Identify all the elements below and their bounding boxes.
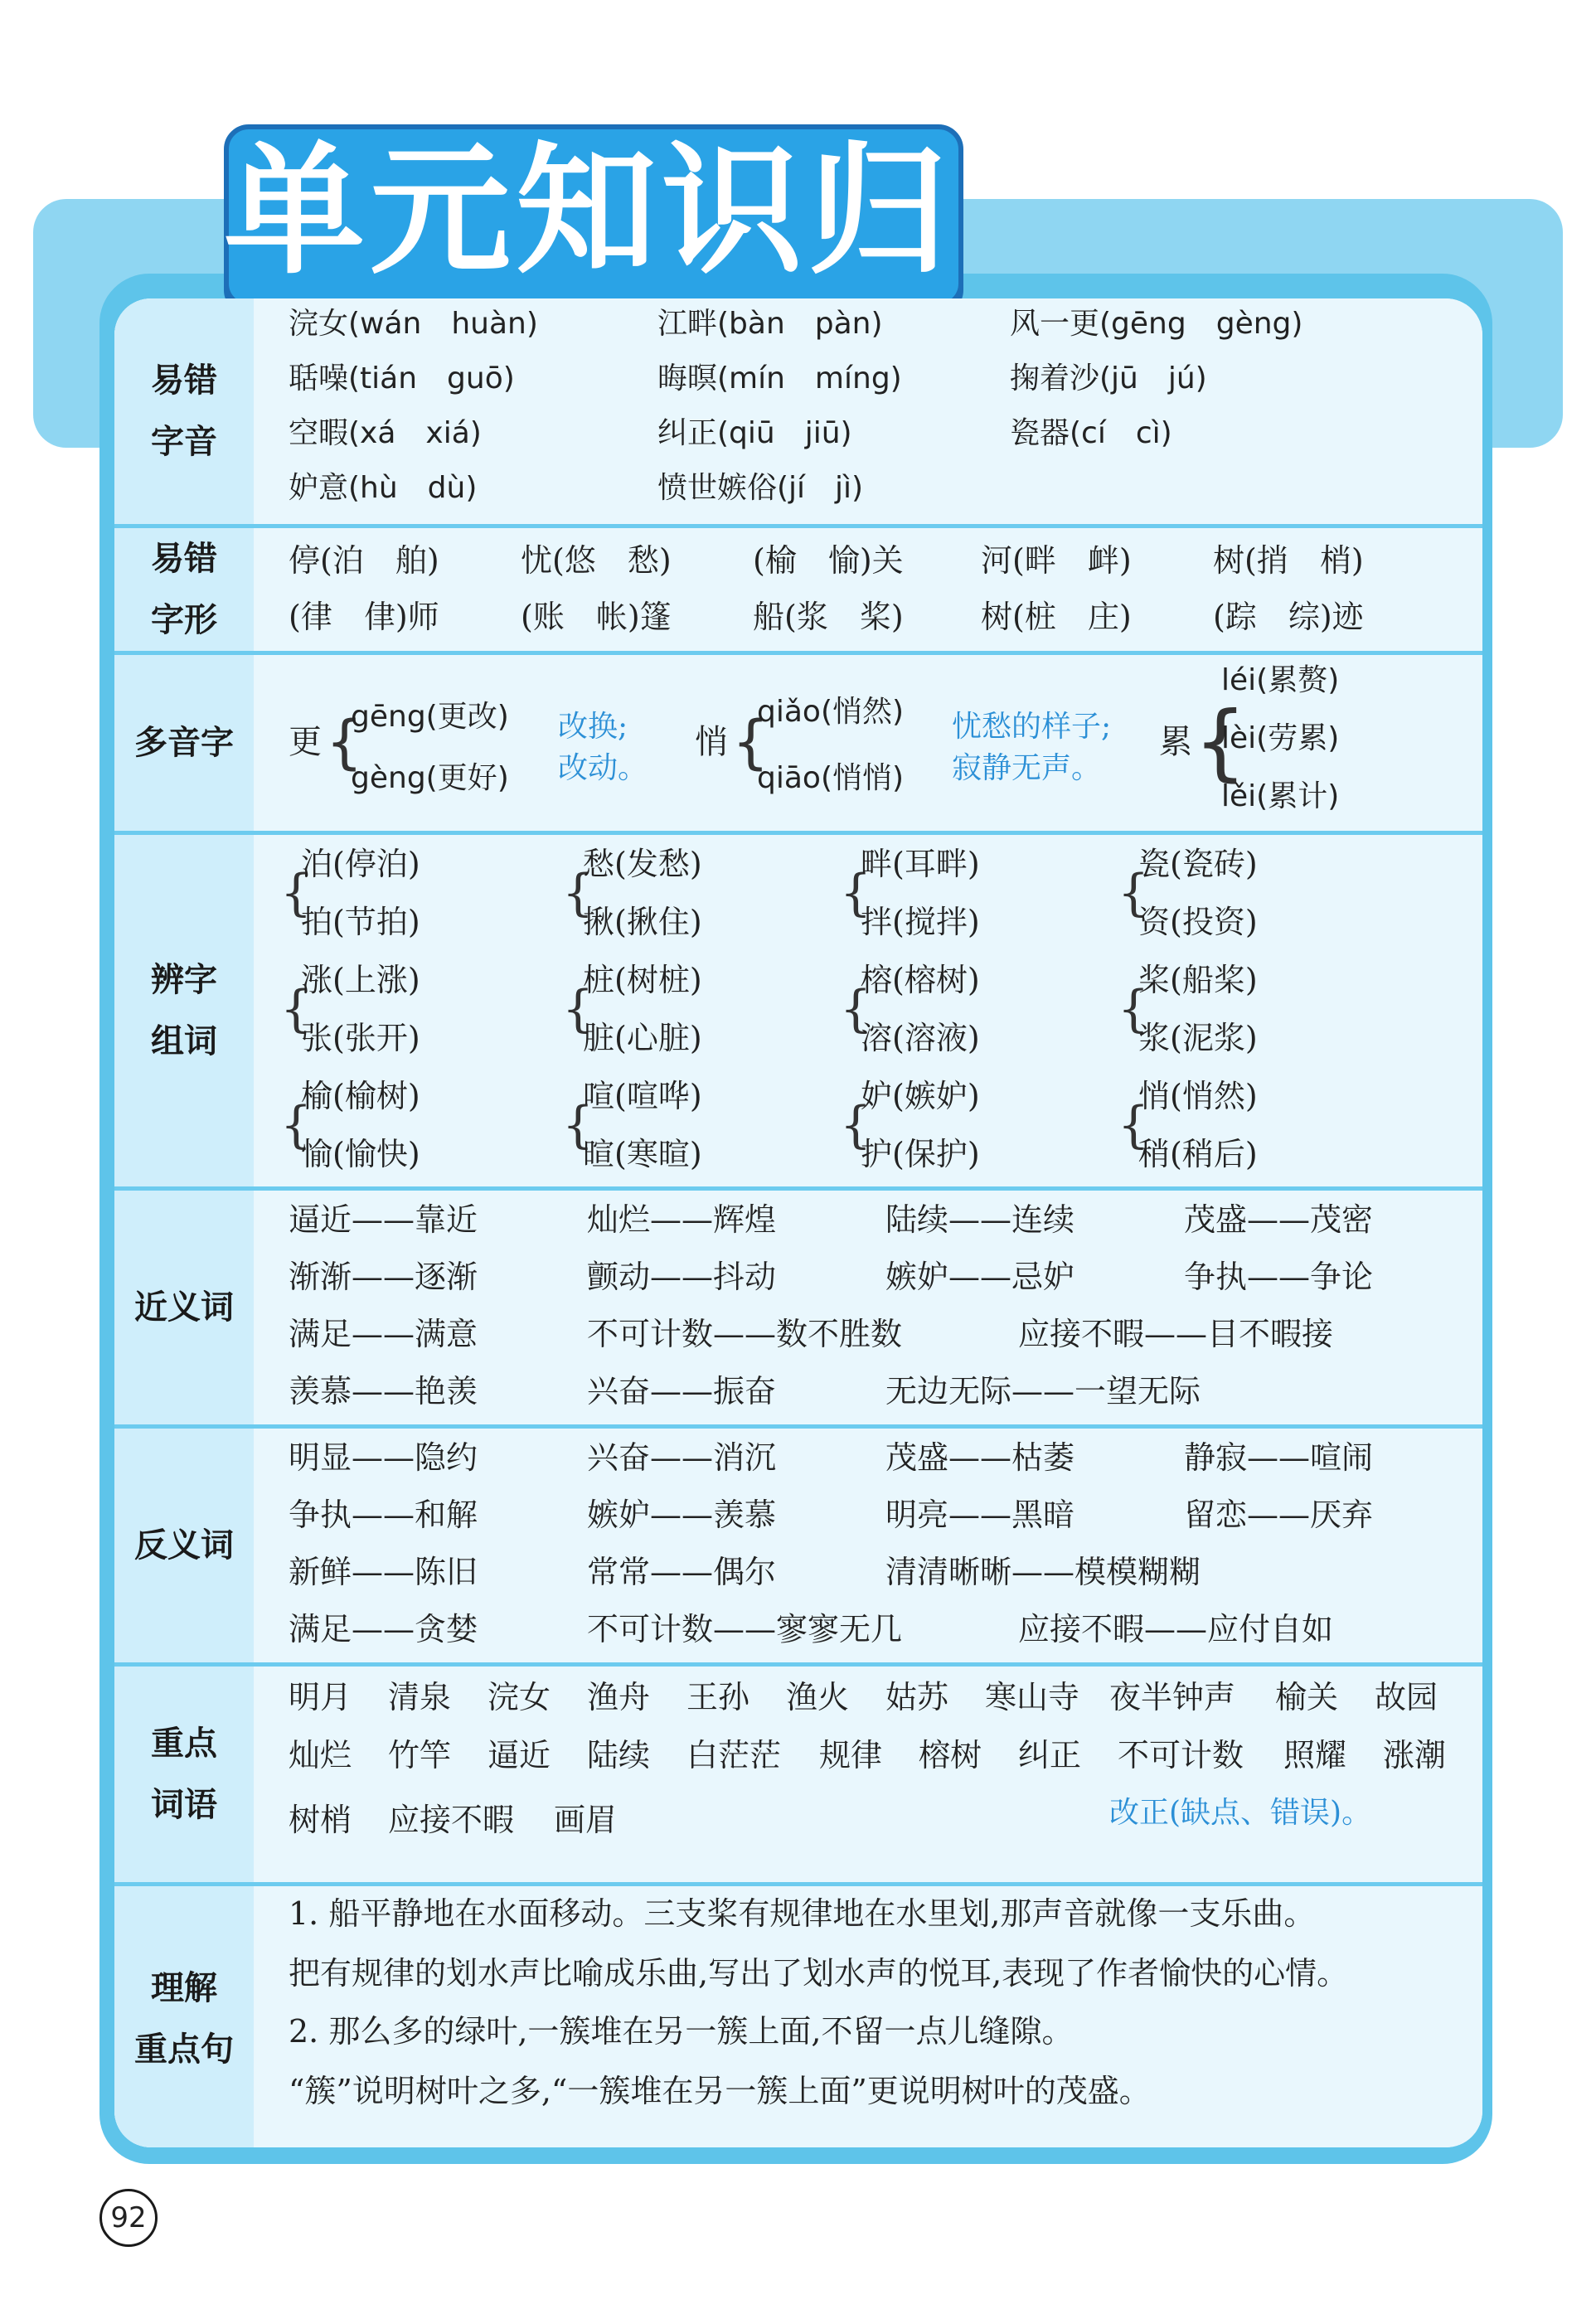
list-item: 应接不暇 <box>388 1802 515 1838</box>
list-item: 明显——隐约 <box>289 1439 478 1476</box>
list-item: 愁(发愁) <box>583 846 702 882</box>
list-item: 树(捎 梢) <box>1213 542 1364 579</box>
brace-icon: { <box>1118 980 1150 1038</box>
list-item: 寒山寺 <box>985 1679 1080 1715</box>
list-item: 静寂——喧闹 <box>1184 1439 1374 1476</box>
list-item: 榆(榆树) <box>301 1078 420 1114</box>
list-item: 榆关 <box>1275 1679 1339 1715</box>
list-item: 拍(节拍) <box>301 904 420 940</box>
list-item: 应接不暇——应付自如 <box>1018 1611 1334 1647</box>
list-item: 溶(溶液) <box>861 1020 980 1056</box>
list-item: 清泉 <box>388 1679 452 1715</box>
list-item: 留恋——厌弃 <box>1184 1497 1374 1533</box>
list-item: 瓷器(cí cì) <box>1010 416 1172 450</box>
list-item: 常常——偶尔 <box>587 1554 777 1590</box>
reading: léi(累赘) <box>1221 663 1340 697</box>
list-item: 风一更(gēng gèng) <box>1010 307 1303 341</box>
list-item: 满足——满意 <box>289 1316 478 1352</box>
list-item: 不可计数——数不胜数 <box>587 1316 903 1352</box>
list-item: 忧(悠 愁) <box>521 542 672 579</box>
list-item: 清清晰晰——模模糊糊 <box>885 1554 1201 1590</box>
list-item: 榕树 <box>919 1737 982 1773</box>
list-item: 树梢 <box>289 1802 352 1838</box>
reading: gèng(更好) <box>351 761 509 795</box>
brace-icon: { <box>840 864 872 922</box>
reading: lěi(累计) <box>1221 779 1340 813</box>
sentence-analysis: 把有规律的划水声比喻成乐曲,写出了划水声的悦耳,表现了作者愉快的心情。 <box>289 1955 1349 1992</box>
list-item: 兴奋——振奋 <box>587 1373 777 1409</box>
page-title: 单元知识归 <box>224 129 954 294</box>
list-item: 画眉 <box>554 1802 618 1838</box>
polyphone-char: 累 <box>1159 723 1192 761</box>
list-item: 资(投资) <box>1138 904 1258 940</box>
section-fan-yi <box>114 1429 1482 1667</box>
reading: qiāo(悄悄) <box>757 761 905 795</box>
list-item: 空暇(xá xiá) <box>289 416 482 450</box>
list-item: 喧(喧哗) <box>583 1078 702 1114</box>
content-panel <box>114 298 1482 2147</box>
list-item: 明亮——黑暗 <box>885 1497 1075 1533</box>
list-item: 瓷(瓷砖) <box>1138 846 1258 882</box>
brace-icon: { <box>840 980 872 1038</box>
list-item: 嫉妒——忌妒 <box>885 1259 1075 1295</box>
list-item: 泊(停泊) <box>301 846 420 882</box>
section-label: 反义词 <box>114 1429 254 1662</box>
list-item: 渔舟 <box>587 1679 651 1715</box>
list-item: 纠正 <box>1018 1737 1082 1773</box>
list-item: 故园 <box>1375 1679 1438 1715</box>
list-item: 颤动——抖动 <box>587 1259 777 1295</box>
list-item: 愤世嫉俗(jí jì) <box>657 471 864 505</box>
list-item: 羡慕——艳羡 <box>289 1373 478 1409</box>
brace-icon: { <box>1118 1096 1150 1154</box>
list-item: 陆续 <box>587 1737 651 1773</box>
brace-icon: { <box>562 1096 594 1154</box>
list-item: 稍(稍后) <box>1138 1136 1258 1172</box>
list-item: 暄(寒暄) <box>583 1136 702 1172</box>
page-number: 92 <box>99 2189 158 2247</box>
list-item: 榕(榕树) <box>861 962 980 998</box>
handwritten-note: 寂静无声。 <box>952 751 1102 785</box>
list-item: 新鲜——陈旧 <box>289 1554 478 1590</box>
section-label: 近义词 <box>114 1191 254 1424</box>
list-item: 不可计数——寥寥无几 <box>587 1611 903 1647</box>
section-label: 易错 字音 <box>114 298 254 524</box>
list-item: 聒噪(tián guō) <box>289 361 515 395</box>
section-zi-xing <box>114 528 1482 655</box>
list-item: 脏(心脏) <box>583 1020 702 1056</box>
list-item: 王孙 <box>686 1679 750 1715</box>
list-item: 浣女(wán huàn) <box>289 307 538 341</box>
handwritten-note: 忧愁的样子; <box>952 710 1112 744</box>
list-item: 规律 <box>819 1737 883 1773</box>
list-item: 姑苏 <box>885 1679 949 1715</box>
list-item: 浣女 <box>488 1679 551 1715</box>
brace-icon: { <box>1118 864 1150 922</box>
brace-icon: { <box>840 1096 872 1154</box>
list-item: 不可计数 <box>1118 1737 1244 1773</box>
sentence-analysis: “簇”说明树叶之多,“一簇堆在另一簇上面”更说明树叶的茂盛。 <box>289 2073 1151 2109</box>
section-jin-yi <box>114 1191 1482 1429</box>
list-item: 纠正(qiū jiū) <box>657 416 852 450</box>
list-item: 应接不暇——目不暇接 <box>1018 1316 1334 1352</box>
section-label: 易错 字形 <box>114 528 254 651</box>
reading: qiǎo(悄然) <box>757 695 905 729</box>
handwritten-note: 改正(缺点、错误)。 <box>1109 1796 1372 1830</box>
list-item: 嫉妒——羡慕 <box>587 1497 777 1533</box>
polyphone-char: 更 <box>289 723 322 761</box>
list-item: 妒意(hù dù) <box>289 471 478 505</box>
list-item: 渐渐——逐渐 <box>289 1259 478 1295</box>
brace-icon: { <box>280 980 313 1038</box>
list-item: 妒(嫉妒) <box>861 1078 980 1114</box>
list-item: (踪 综)迹 <box>1213 599 1364 635</box>
list-item: 争执——和解 <box>289 1497 478 1533</box>
section-label: 重点 词语 <box>114 1667 254 1882</box>
list-item: 愉(愉快) <box>301 1136 420 1172</box>
list-item: 江畔(bàn pàn) <box>657 307 883 341</box>
list-item: 白茫茫 <box>686 1737 782 1773</box>
list-item: 河(畔 衅) <box>981 542 1132 579</box>
list-item: 兴奋——消沉 <box>587 1439 777 1476</box>
brace-icon: { <box>732 708 769 776</box>
section-li-jie <box>114 1886 1482 2147</box>
section-label: 多音字 <box>114 655 254 831</box>
list-item: 茂盛——枯萎 <box>885 1439 1075 1476</box>
brace-icon: { <box>280 1096 313 1154</box>
list-item: 满足——贪婪 <box>289 1611 478 1647</box>
brace-icon: { <box>280 864 313 922</box>
list-item: (榆 愉)关 <box>753 542 904 579</box>
list-item: 桨(船桨) <box>1138 962 1258 998</box>
list-item: 树(桩 庄) <box>981 599 1132 635</box>
list-item: 晦暝(mín míng) <box>657 361 902 395</box>
list-item: 拌(搅拌) <box>861 904 980 940</box>
list-item: 逼近——靠近 <box>289 1201 478 1238</box>
list-item: 涨(上涨) <box>301 962 420 998</box>
list-item: 照耀 <box>1283 1737 1347 1773</box>
list-item: 掬着沙(jū jú) <box>1010 361 1207 395</box>
list-item: 涨潮 <box>1383 1737 1447 1773</box>
section-zi-yin <box>114 298 1482 528</box>
list-item: 竹竿 <box>388 1737 452 1773</box>
list-item: 揪(揪住) <box>583 904 702 940</box>
brace-icon: { <box>562 980 594 1038</box>
list-item: 悄(悄然) <box>1138 1078 1258 1114</box>
polyphone-char: 悄 <box>695 723 728 761</box>
list-item: 护(保护) <box>861 1136 980 1172</box>
list-item: 明月 <box>289 1679 352 1715</box>
list-item: 浆(泥浆) <box>1138 1020 1258 1056</box>
list-item: (律 侓)师 <box>289 599 439 635</box>
section-duo-yin <box>114 655 1482 835</box>
list-item: 船(浆 桨) <box>753 599 904 635</box>
list-item: 张(张开) <box>301 1020 420 1056</box>
list-item: 茂盛——茂密 <box>1184 1201 1374 1238</box>
section-label: 理解 重点句 <box>114 1886 254 2147</box>
list-item: 逼近 <box>488 1737 551 1773</box>
list-item: 渔火 <box>786 1679 850 1715</box>
reading: gēng(更改) <box>351 700 509 734</box>
brace-icon: { <box>562 864 594 922</box>
list-item: 停(泊 舶) <box>289 542 439 579</box>
list-item: 争执——争论 <box>1184 1259 1374 1295</box>
section-zhong-dian <box>114 1667 1482 1886</box>
brace-icon: { <box>326 708 363 776</box>
sentence: 2. 那么多的绿叶,一簇堆在另一簇上面,不留一点儿缝隙。 <box>289 2013 1074 2050</box>
sentence: 1. 船平静地在水面移动。三支桨有规律地在水里划,那声音就像一支乐曲。 <box>289 1895 1316 1932</box>
list-item: 桩(树桩) <box>583 962 702 998</box>
list-item: 畔(耳畔) <box>861 846 980 882</box>
handwritten-note: 改动。 <box>558 751 648 785</box>
list-item: 夜半钟声 <box>1109 1679 1236 1715</box>
handwritten-note: 改换; <box>558 710 628 744</box>
list-item: 灿烂 <box>289 1737 352 1773</box>
list-item: 灿烂——辉煌 <box>587 1201 777 1238</box>
brace-icon: { <box>1194 693 1247 790</box>
list-item: 陆续——连续 <box>885 1201 1075 1238</box>
list-item: 无边无际——一望无际 <box>885 1373 1201 1409</box>
reading: lèi(劳累) <box>1221 721 1340 755</box>
list-item: (账 帐)篷 <box>521 599 672 635</box>
section-bian-zi <box>114 835 1482 1191</box>
section-label: 辨字 组词 <box>114 835 254 1186</box>
